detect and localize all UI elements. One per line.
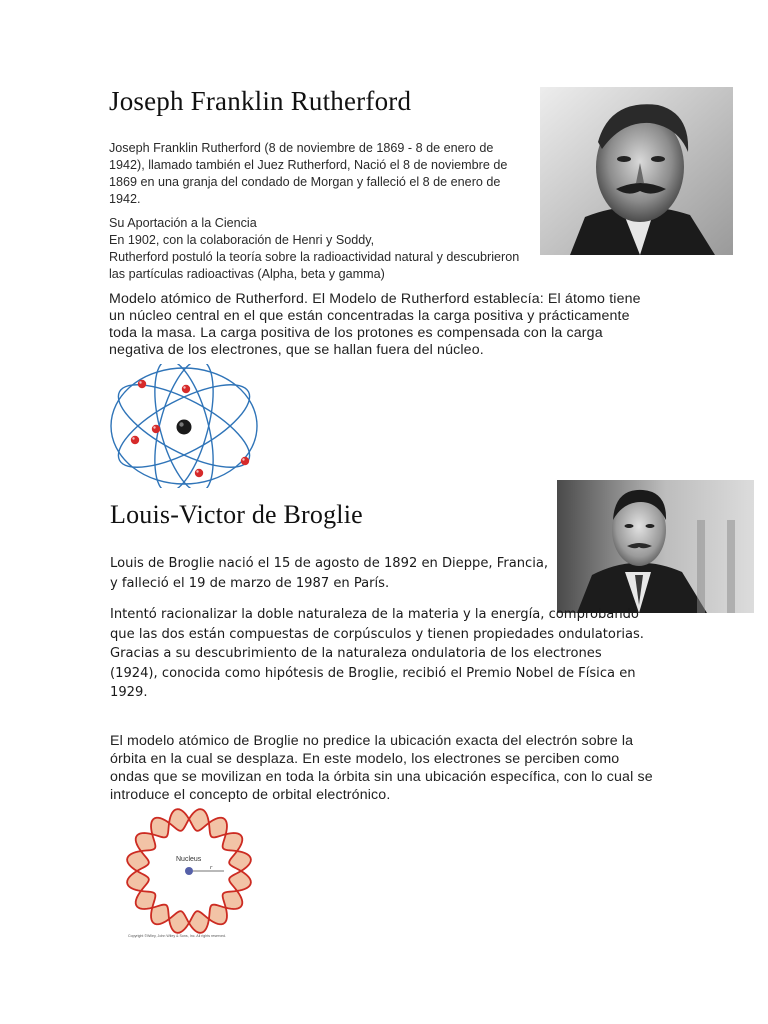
broglie-model-block — [110, 732, 655, 804]
rutherford-model-block — [109, 291, 654, 359]
broglie-work: Intentó racionalizar la doble naturaleza de la materia y la energía, comprobando que las dos están compuestas de corpúsculos y tienen propiedades ondulatorias. Gracias a su descubrimiento de la naturaleza ondulatoria de los electrones (1924), conocida como hipótesis de Broglie, recibió el Premio Nobel de Física en 1929. — [110, 607, 644, 701]
broglie-title: Louis-Victor de Broglie — [110, 500, 363, 529]
rutherford-atom-diagram — [108, 364, 260, 488]
broglie-bio: Louis de Broglie nació el 15 de agosto de 1892 en Dieppe, Francia, y falleció el 19 de marzo de 1987 en París. — [110, 556, 549, 591]
contribution-line-1: En 1902, con la colaboración de Henri y Soddy, — [109, 233, 375, 247]
diagram-caption: Copyright ©Wiley, John Wiley & Sons, Inc. All rights reserved. — [128, 934, 227, 938]
broglie-model-text: El modelo atómico de Broglie no predice la ubicación exacta del electrón sobre la órbita en la cual se desplaza. En este modelo, los electrones se perciben como ondas que se movilizan en toda la órbita sin una ubicación específica, con lo cual se introduce el concepto de orbital electrónico. — [110, 733, 653, 803]
broglie-photo — [557, 480, 754, 613]
broglie-wave-diagram — [120, 806, 270, 940]
rutherford-bio-block — [109, 140, 519, 208]
rutherford-photo — [540, 87, 733, 255]
contribution-heading: Su Aportación a la Ciencia — [109, 216, 257, 230]
rutherford-bio: Joseph Franklin Rutherford (8 de noviembre de 1869 - 8 de enero de 1942), llamado también el Juez Rutherford, Nació el 8 de noviembre de 1869 en una granja del condado de Morgan y falleció el 8 de enero de 1942. — [109, 141, 508, 206]
broglie-bio-block — [110, 554, 550, 593]
rutherford-contribution — [109, 215, 529, 283]
rutherford-title: Joseph Franklin Rutherford — [109, 86, 412, 116]
rutherford-model-text: Modelo atómico de Rutherford. El Modelo de Rutherford establecía: El átomo tiene un núcleo central en el que están concentradas la carga positiva y prácticamente toda la masa. La carga positiva de los protones es compensada con la carga negativa de los electrones, que se hallan fuera del núcleo. — [109, 291, 641, 358]
contribution-line-2: Rutherford postuló la teoría sobre la radioactividad natural y descubrieron las partículas radioactivas (Alpha, beta y gamma) — [109, 250, 520, 281]
broglie-work-block — [110, 605, 645, 703]
radius-label: r — [210, 865, 213, 871]
nucleus-label: Nucleus — [176, 856, 202, 863]
